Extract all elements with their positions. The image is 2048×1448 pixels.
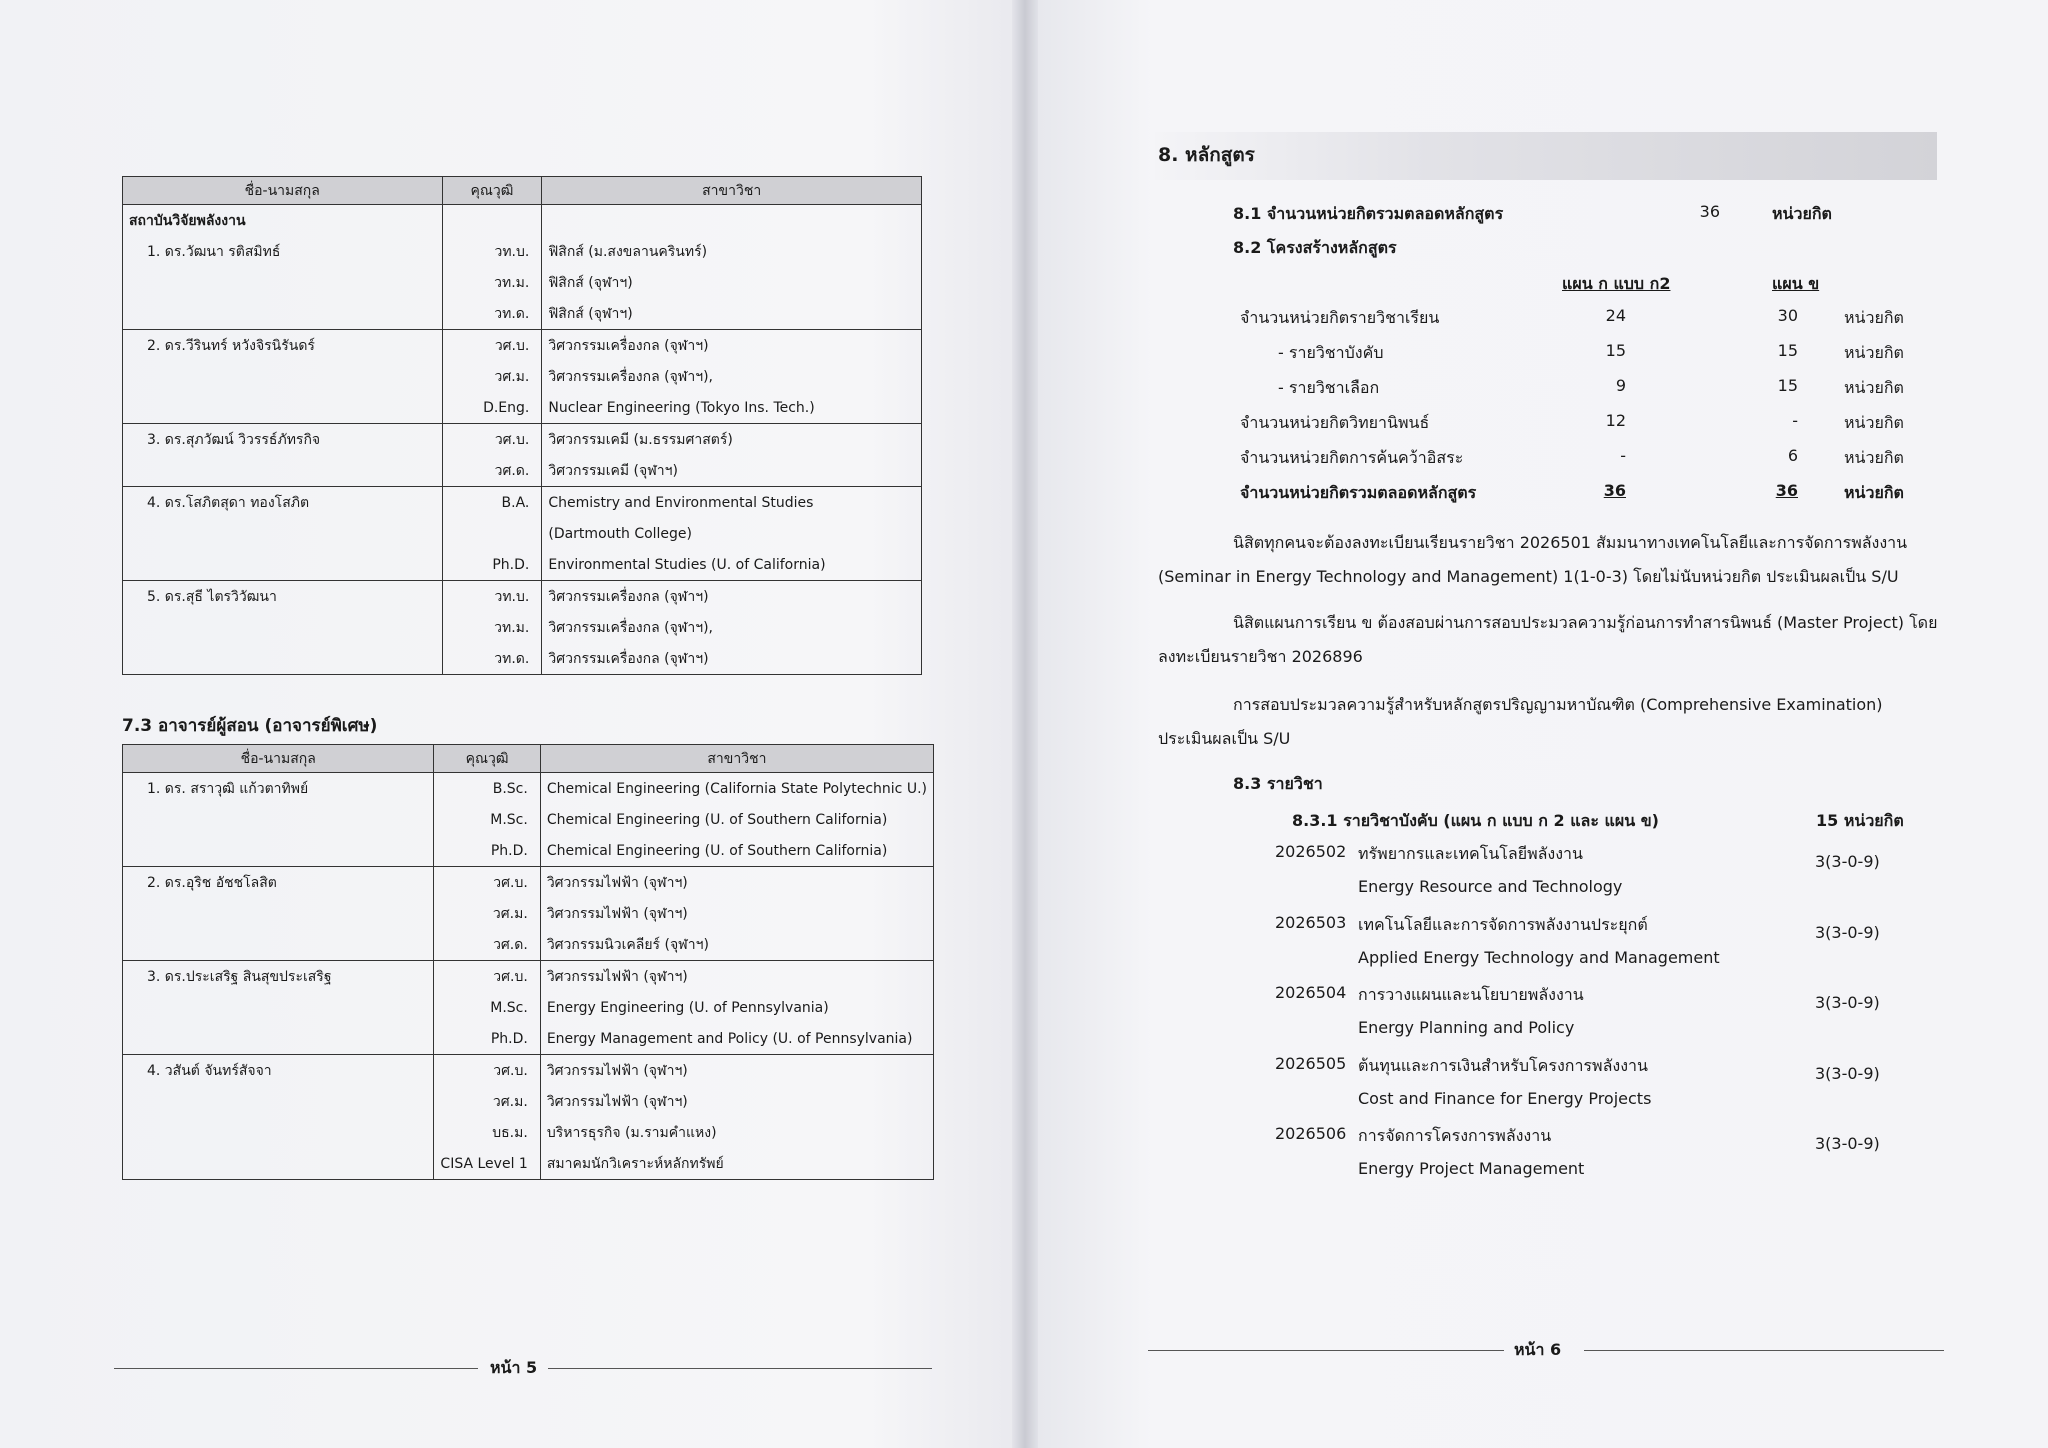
degree-cell: วท.บ. [442, 236, 542, 267]
field-cell: Chemical Engineering (California State Polytechnic U.) [540, 773, 933, 805]
plan-b-value: 15 [1777, 341, 1798, 360]
page-number-right: หน้า 6 [1514, 1340, 1562, 1359]
table-row [123, 267, 922, 298]
field-cell: Environmental Studies (U. of California) [542, 549, 922, 581]
degree-cell: วท.ม. [442, 612, 542, 643]
unit-label: หน่วยกิต [1844, 483, 1904, 502]
table-row [123, 773, 934, 805]
course-title-en: Energy Resource and Technology [1358, 877, 1623, 896]
header-name: ชื่อ-นามสกุล [123, 745, 434, 773]
book-gutter [1012, 0, 1038, 1448]
degree-cell [442, 518, 542, 549]
degree-cell: Ph.D. [434, 835, 540, 867]
course-title-th: ต้นทุนและการเงินสำหรับโครงการพลังงาน [1358, 1055, 1648, 1075]
course-code: 2026506 [1275, 1124, 1347, 1143]
s8-3-label: 8.3 รายวิชา [1233, 774, 1323, 793]
field-cell: สมาคมนักวิเคราะห์หลักทรัพย์ [540, 1148, 933, 1180]
plan-b-value: 30 [1777, 306, 1798, 325]
field-cell: Energy Management and Policy (U. of Pennsylvania) [540, 1023, 933, 1055]
paragraph-line: นิสิตแผนการเรียน ข ต้องสอบผ่านการสอบประมวลความรู้ก่อนการทำสารนิพนธ์ (Master Project) โดย [1233, 613, 1938, 632]
header-degree: คุณวุฒิ [442, 177, 542, 205]
course-credit: 3(3-0-9) [1815, 852, 1880, 871]
degree-cell: บธ.ม. [434, 1117, 540, 1148]
course-code: 2026503 [1275, 912, 1347, 932]
degree-cell: วศ.บ. [434, 1055, 540, 1087]
degree-cell: D.Eng. [442, 392, 542, 424]
s8-1-value: 36 [1699, 202, 1720, 221]
field-cell: วิศวกรรมเครื่องกล (จุฬาฯ), [542, 612, 922, 643]
unit-label: หน่วยกิต [1844, 413, 1904, 432]
field-cell: วิศวกรรมเครื่องกล (จุฬาฯ), [542, 361, 922, 392]
footer-rule [1584, 1350, 1944, 1351]
field-cell: วิศวกรรมเครื่องกล (จุฬาฯ) [542, 581, 922, 613]
field-cell: วิศวกรรมไฟฟ้า (จุฬาฯ) [540, 898, 933, 929]
faculty-table [122, 176, 922, 675]
degree-cell: CISA Level 1 [434, 1148, 540, 1180]
field-cell: วิศวกรรมนิวเคลียร์ (จุฬาฯ) [540, 929, 933, 961]
unit-label: หน่วยกิต [1844, 378, 1904, 397]
table-row [123, 929, 934, 961]
person-name: 4. ดร.โสภิตสุดา ทองโสภิต [123, 487, 443, 519]
course-title-th: ทรัพยากรและเทคโนโลยีพลังงาน [1358, 844, 1583, 863]
heading-band [1155, 132, 1937, 180]
table-row [123, 1086, 934, 1117]
course-credit: 3(3-0-9) [1815, 1134, 1880, 1153]
plan-b-value: 36 [1775, 481, 1798, 500]
plan-b-value: 6 [1787, 446, 1798, 465]
person-name: 1. ดร. สราวุฒิ แก้วตาทิพย์ [123, 773, 434, 805]
table-row [123, 612, 922, 643]
section-heading: 8. หลักสูตร [1158, 144, 1255, 166]
paragraph-line: ลงทะเบียนรายวิชา 2026896 [1158, 647, 1363, 666]
degree-cell: วศ.ด. [434, 929, 540, 961]
field-cell: Energy Engineering (U. of Pennsylvania) [540, 992, 933, 1023]
plan-a-value: 15 [1605, 341, 1626, 360]
table-row [123, 961, 934, 993]
degree-cell: วท.ด. [442, 298, 542, 330]
degree-cell: วศ.บ. [434, 867, 540, 899]
page-number-left: หน้า 5 [490, 1358, 538, 1377]
paragraph-comprehensive [1158, 688, 1883, 756]
plan-a-header: แผน ก แบบ ก2 [1562, 274, 1671, 293]
table-row [123, 392, 922, 424]
structure-label: จำนวนหน่วยกิตวิทยานิพนธ์ [1240, 413, 1430, 432]
field-cell: วิศวกรรมเครื่องกล (จุฬาฯ) [542, 330, 922, 362]
table-row [123, 1055, 934, 1087]
degree-cell: M.Sc. [434, 804, 540, 835]
section-7-3-title: 7.3 อาจารย์ผู้สอน (อาจารย์พิเศษ) [122, 716, 378, 736]
field-cell: บริหารธุรกิจ (ม.รามคำแหง) [540, 1117, 933, 1148]
table-row [123, 804, 934, 835]
plan-b-header: แผน ข [1772, 274, 1820, 293]
field-cell: Nuclear Engineering (Tokyo Ins. Tech.) [542, 392, 922, 424]
footer-rule [114, 1368, 478, 1369]
degree-cell: M.Sc. [434, 992, 540, 1023]
field-cell: Chemical Engineering (U. of Southern California) [540, 835, 933, 867]
field-cell: ฟิสิกส์ (จุฬาฯ) [542, 298, 922, 330]
s8-1-label: 8.1 จำนวนหน่วยกิตรวมตลอดหลักสูตร [1233, 204, 1504, 223]
field-cell: วิศวกรรมเคมี (ม.ธรรมศาสตร์) [542, 424, 922, 456]
person-name: 2. ดร.วีรินทร์ หวังจิรนิรันดร์ [123, 330, 443, 362]
table-row [123, 455, 922, 487]
header-name: ชื่อ-นามสกุล [123, 177, 443, 205]
paragraph-seminar [1158, 526, 1907, 594]
paragraph-line: การสอบประมวลความรู้สำหรับหลักสูตรปริญญามหาบัณฑิต (Comprehensive Examination) [1233, 695, 1883, 714]
footer-rule [1148, 1350, 1504, 1351]
structure-label: จำนวนหน่วยกิตการค้นคว้าอิสระ [1240, 448, 1464, 467]
field-cell: วิศวกรรมเคมี (จุฬาฯ) [542, 455, 922, 487]
plan-a-value: 9 [1615, 376, 1626, 395]
footer-rule [548, 1368, 932, 1369]
s8-3-1-credits: 15 หน่วยกิต [1816, 811, 1904, 830]
paragraph-line: ประเมินผลเป็น S/U [1158, 729, 1291, 748]
unit-label: หน่วยกิต [1844, 343, 1904, 362]
degree-cell: วศ.ม. [434, 1086, 540, 1117]
field-cell: วิศวกรรมไฟฟ้า (จุฬาฯ) [540, 867, 933, 899]
plan-b-value: - [1792, 411, 1798, 430]
course-credit: 3(3-0-9) [1815, 922, 1880, 942]
course-title-th: การวางแผนและนโยบายพลังงาน [1358, 985, 1584, 1004]
field-cell: Chemistry and Environmental Studies [542, 487, 922, 519]
degree-cell: วศ.ด. [442, 455, 542, 487]
table-row [123, 992, 934, 1023]
field-cell: วิศวกรรมไฟฟ้า (จุฬาฯ) [540, 1086, 933, 1117]
unit-label: หน่วยกิต [1844, 308, 1904, 327]
unit-label: หน่วยกิต [1844, 448, 1904, 467]
course-title-en: Energy Planning and Policy [1358, 1018, 1575, 1037]
course-code: 2026502 [1275, 842, 1347, 861]
field-cell: Chemical Engineering (U. of Southern California) [540, 804, 933, 835]
table-row [123, 835, 934, 867]
paragraph-line: (Seminar in Energy Technology and Management) 1(1-0-3) โดยไม่นับหน่วยกิต ประเมินผลเป็น S/U [1158, 567, 1899, 586]
header-field: สาขาวิชา [540, 745, 933, 773]
person-name: 2. ดร.อุริช อัชชโลสิต [123, 867, 434, 899]
plan-a-value: 36 [1603, 481, 1626, 500]
person-name: 4. วสันต์ จันทร์สัจจา [123, 1055, 434, 1087]
table-header-row [123, 745, 934, 773]
degree-cell: Ph.D. [434, 1023, 540, 1055]
degree-cell: วศ.ม. [442, 361, 542, 392]
s8-2-label: 8.2 โครงสร้างหลักสูตร [1233, 238, 1397, 257]
person-name: 3. ดร.ประเสริฐ สินสุขประเสริฐ [123, 961, 434, 993]
s8-3-1-label: 8.3.1 รายวิชาบังคับ (แผน ก แบบ ก 2 และ แผน ข) [1292, 811, 1659, 830]
plan-b-value: 15 [1777, 376, 1798, 395]
structure-label: - รายวิชาบังคับ [1278, 343, 1384, 362]
special-lecturer-table [122, 744, 934, 1180]
field-cell: ฟิสิกส์ (ม.สงขลานครินทร์) [542, 236, 922, 267]
degree-cell: B.Sc. [434, 773, 540, 805]
person-name: 5. ดร.สุธี ไตรวิวัฒนา [123, 581, 443, 613]
degree-cell: วศ.บ. [434, 961, 540, 993]
table-row [123, 549, 922, 581]
person-name: 3. ดร.สุภวัฒน์ วิวรรธ์ภัทรกิจ [123, 424, 443, 456]
table-row [123, 298, 922, 330]
table-row [123, 867, 934, 899]
course-title-en: Cost and Finance for Energy Projects [1358, 1088, 1652, 1108]
table-row [123, 424, 922, 456]
degree-cell: วท.ด. [442, 643, 542, 675]
structure-label: - รายวิชาเลือก [1278, 378, 1380, 397]
person-name: 1. ดร.วัฒนา รติสมิทธ์ [123, 236, 443, 267]
table-row [123, 581, 922, 613]
degree-cell: วศ.บ. [442, 330, 542, 362]
table-row [123, 1148, 934, 1180]
course-title-th: เทคโนโลยีและการจัดการพลังงานประยุกต์ [1358, 914, 1648, 934]
degree-cell: Ph.D. [442, 549, 542, 581]
structure-label: จำนวนหน่วยกิตรายวิชาเรียน [1240, 308, 1440, 327]
table-row [123, 643, 922, 675]
field-cell: (Dartmouth College) [542, 518, 922, 549]
course-credit: 3(3-0-9) [1815, 1063, 1880, 1083]
table-org-row [123, 205, 922, 237]
degree-cell: วท.บ. [442, 581, 542, 613]
plan-a-value: 24 [1605, 306, 1626, 325]
course-code: 2026504 [1275, 983, 1347, 1002]
field-cell: ฟิสิกส์ (จุฬาฯ) [542, 267, 922, 298]
header-degree: คุณวุฒิ [434, 745, 540, 773]
plan-a-value: - [1620, 446, 1626, 465]
table-row [123, 518, 922, 549]
table-row [123, 1023, 934, 1055]
s8-1-unit: หน่วยกิต [1772, 204, 1832, 223]
field-cell: วิศวกรรมเครื่องกล (จุฬาฯ) [542, 643, 922, 675]
table-row [123, 236, 922, 267]
field-cell: วิศวกรรมไฟฟ้า (จุฬาฯ) [540, 1055, 933, 1087]
table-row [123, 898, 934, 929]
course-title-en: Energy Project Management [1358, 1159, 1585, 1178]
degree-cell: B.A. [442, 487, 542, 519]
degree-cell: วท.ม. [442, 267, 542, 298]
structure-label: จำนวนหน่วยกิตรวมตลอดหลักสูตร [1240, 483, 1477, 502]
paragraph-line: นิสิตทุกคนจะต้องลงทะเบียนเรียนรายวิชา 2026501 สัมมนาทางเทคโนโลยีและการจัดการพลังงาน [1233, 533, 1908, 552]
degree-cell: วศ.บ. [442, 424, 542, 456]
degree-cell: วศ.ม. [434, 898, 540, 929]
plan-a-value: 12 [1605, 411, 1626, 430]
paragraph-plan-b [1158, 606, 1937, 674]
course-title-th: การจัดการโครงการพลังงาน [1358, 1126, 1552, 1145]
org-name: สถาบันวิจัยพลังงาน [123, 205, 443, 237]
field-cell: วิศวกรรมไฟฟ้า (จุฬาฯ) [540, 961, 933, 993]
header-field: สาขาวิชา [542, 177, 922, 205]
course-title-en: Applied Energy Technology and Management [1358, 947, 1720, 967]
course-code: 2026505 [1275, 1053, 1347, 1073]
table-row [123, 1117, 934, 1148]
table-header-row [123, 177, 922, 205]
table-row [123, 487, 922, 519]
table-row [123, 361, 922, 392]
table-row [123, 330, 922, 362]
course-credit: 3(3-0-9) [1815, 993, 1880, 1012]
